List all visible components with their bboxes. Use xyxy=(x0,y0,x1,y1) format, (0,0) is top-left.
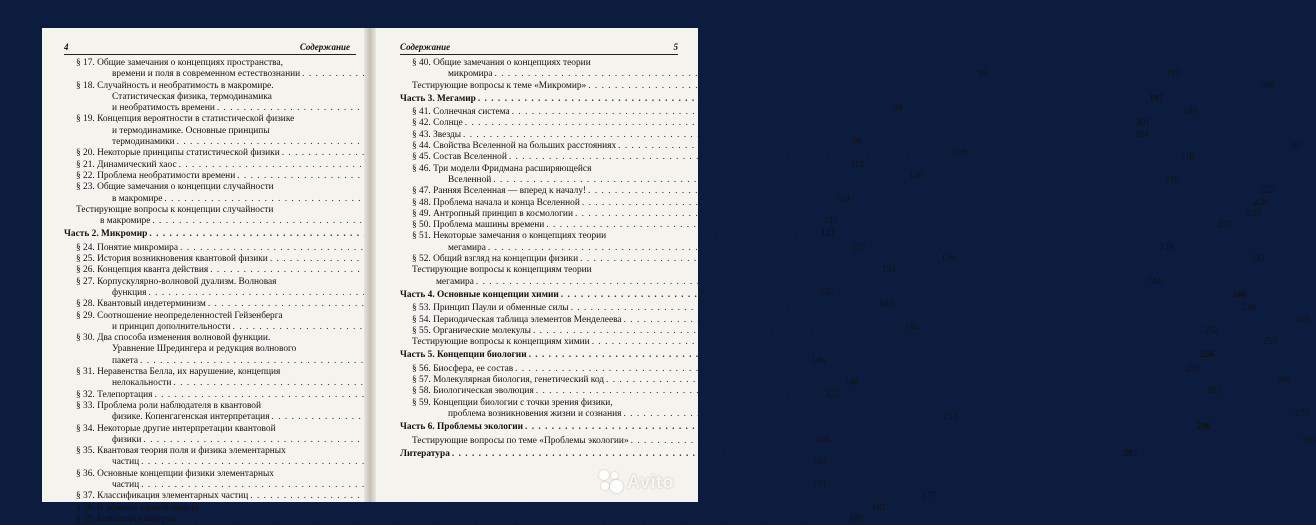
toc-page-number: 256 xyxy=(1186,363,1201,374)
toc-entry-line: § 17. Общие замечания о концепциях пространства, xyxy=(76,58,283,68)
toc-entry xyxy=(64,513,864,525)
toc-entry-title: мегамира xyxy=(448,242,486,253)
leader-dots xyxy=(621,409,1290,420)
toc-page-number: 237 xyxy=(1217,220,1232,231)
toc-test-questions xyxy=(400,337,1278,348)
toc-entry-title: нелокальности xyxy=(112,378,172,389)
toc-page-number: 222 xyxy=(1259,186,1274,197)
toc-entry-last-line xyxy=(76,513,864,525)
toc-entry-title: пакета xyxy=(112,355,139,366)
toc-entry-title: § 39. Концепция вакуума xyxy=(76,513,176,524)
leader-dots xyxy=(176,514,845,525)
toc-entry-title: частиц xyxy=(112,457,140,468)
toc-entry-last-line xyxy=(412,337,1278,348)
toc-entry-line: Тестирующие вопросы к концепциям теории xyxy=(412,265,592,276)
open-book xyxy=(42,28,1316,524)
leader-dots xyxy=(544,220,1213,231)
toc-entry-line: § 31. Неравенства Белла, их нарушение, концепция xyxy=(76,367,281,378)
leader-dots xyxy=(534,386,1203,397)
toc-entry-last-line xyxy=(412,186,1274,197)
page-number: 4 xyxy=(64,42,69,52)
toc-entry-title: Литература xyxy=(400,448,450,459)
toc-page-number: 134 xyxy=(881,265,896,276)
toc-entry-line: § 59. Концепции биологии с точки зрения физики, xyxy=(412,397,613,408)
toc-page-number: 246 xyxy=(1241,303,1256,314)
toc-entry-title: § 49. Антропный принцип в космологии xyxy=(412,208,573,219)
running-title: Содержание xyxy=(400,42,451,52)
toc-page-number: 265 xyxy=(1207,386,1222,397)
leader-dots xyxy=(199,503,868,514)
toc-page-number: 252 xyxy=(1204,325,1219,336)
toc-entry-last-line xyxy=(412,314,1309,326)
toc-entry-title: частиц xyxy=(112,479,140,490)
toc-entry-title: проблема возникновения жизни и сознания xyxy=(448,408,622,419)
toc-page-number: 177 xyxy=(921,491,936,502)
leader-dots xyxy=(486,243,1155,254)
leader-dots xyxy=(493,69,1162,80)
toc-entry-title: § 41. Солнечная система xyxy=(412,107,510,118)
toc-page-number: 216 xyxy=(1164,174,1179,185)
toc-entry-last-line xyxy=(412,276,1162,288)
toc-part-heading xyxy=(400,93,1164,105)
leader-dots xyxy=(523,422,1192,433)
toc-entry-title: Часть 5. Концепции биологии xyxy=(400,350,527,361)
toc-entry-line: § 27. Корпускулярно-волновой дуализм. Волновая xyxy=(76,276,277,287)
toc-entry-line: § 23. Общие замечания о концепции случайности xyxy=(76,182,274,193)
leader-dots xyxy=(569,303,1238,314)
toc-page-number: 210 xyxy=(1180,152,1195,163)
leader-dots xyxy=(513,364,1182,375)
leader-dots xyxy=(476,94,1145,105)
toc-entry xyxy=(400,363,1201,375)
toc-entry-line: § 34. Некоторые другие интерпретации квантовой xyxy=(76,423,276,434)
running-title: Содержание xyxy=(299,42,350,52)
toc-entry-title: § 38. В поисках единой теории xyxy=(76,502,199,513)
leader-dots xyxy=(578,254,1247,265)
toc-entry-title: Вселенной xyxy=(448,174,492,185)
toc-entry-title: Часть 2. Микромир xyxy=(64,229,148,240)
leader-dots xyxy=(604,375,1273,386)
leader-dots xyxy=(461,130,1130,141)
toc-page-number: 127 xyxy=(851,242,866,253)
toc-entry-line: § 46. Три модели Фридмана расширяющейся xyxy=(412,163,592,174)
toc-page-number: 181 xyxy=(872,502,887,513)
toc-page-number: 148 xyxy=(844,378,859,389)
toc-entry-title: § 54. Периодическая таблица элементов Менделеева xyxy=(412,314,622,325)
toc-part-heading xyxy=(400,422,1211,433)
toc-page-number: 100 xyxy=(953,148,968,159)
toc-page-number: 151 xyxy=(825,389,840,400)
toc-entry-last-line xyxy=(412,208,1261,220)
toc-entry-title: § 24. Понятие микромира xyxy=(76,242,178,253)
toc-page-number: 296 xyxy=(1196,422,1211,433)
toc-page-number: 228 xyxy=(1253,197,1268,208)
toc-entry-line: Уравнение Шредингера и редукция волнового xyxy=(112,344,297,355)
toc-entry-title: функция xyxy=(112,287,147,298)
toc-entry-line: Тестирующие вопросы к концепции случайности xyxy=(76,204,274,215)
toc-entry-last-line xyxy=(412,129,1149,141)
leader-dots xyxy=(629,436,1298,447)
toc-entry-last-line xyxy=(76,457,827,468)
toc-page-number: 196 xyxy=(1259,80,1274,91)
toc-entry-title: § 42. Солнце xyxy=(412,118,463,129)
toc-entry-line: Статистическая физика, термодинамика xyxy=(112,91,272,102)
toc-entry-last-line xyxy=(400,422,1211,433)
toc-page-number: 112 xyxy=(850,159,865,170)
toc-entry-title: Часть 4. Основные концепции химии xyxy=(400,289,559,300)
toc-page-number: 199 xyxy=(1183,107,1198,118)
watermark xyxy=(599,470,674,494)
toc-entry-title: § 52. Общий взгляд на концепции физики xyxy=(412,254,579,265)
toc-entry-title: термодинамики xyxy=(112,137,175,148)
toc-page-number: 250 xyxy=(1294,314,1309,325)
toc-page-number: 307 xyxy=(1123,448,1138,459)
toc-entry-title: § 56. Биосфера, ее состав xyxy=(412,363,514,374)
leader-dots xyxy=(616,141,1285,152)
toc-entry-title: § 45. Состав Вселенной xyxy=(412,152,507,163)
leader-dots xyxy=(491,175,1160,186)
toc-entry xyxy=(400,208,1261,220)
toc-entry-title: § 55. Органические молекулы xyxy=(412,325,531,336)
toc-page-number: 197 xyxy=(1149,93,1164,104)
toc-page-number: 241 xyxy=(1251,254,1266,265)
toc-entry-title: § 32. Телепортация xyxy=(76,389,153,400)
toc-page-number: 96 xyxy=(852,137,863,148)
toc-entry-title: § 47. Ранняя Вселенная — вперед к началу! xyxy=(412,186,587,197)
leader-dots xyxy=(590,337,1259,348)
leader-dots xyxy=(573,209,1242,220)
toc-entry-title: мегамира xyxy=(436,276,474,287)
toc-page-number: 120 xyxy=(908,170,923,181)
toc-page-number: 246 xyxy=(1232,289,1247,300)
leader-dots xyxy=(510,107,1179,118)
page-header xyxy=(64,42,356,54)
toc-page-number: 129 xyxy=(941,254,956,265)
toc-entry-line: § 18. Случайность и необратимость в макромире. xyxy=(76,80,274,91)
toc-entry-last-line xyxy=(412,363,1201,375)
toc-page-number: 171 xyxy=(812,479,827,490)
toc-entry-title: и принцип дополнительности xyxy=(112,321,231,332)
toc-entry-line: § 33. Проблема роли наблюдателя в квантовой xyxy=(76,400,262,411)
toc-entry-title: § 21. Динамический хаос xyxy=(76,159,177,170)
toc-entry-title: микромира xyxy=(448,69,493,80)
toc-entry-title: Часть 6. Проблемы экологии xyxy=(400,422,524,433)
toc-page-number: 142 xyxy=(904,321,919,332)
toc-entry-title: физике. Копенгагенская интерпретация xyxy=(112,412,270,423)
toc-entry xyxy=(400,118,1151,129)
toc-page-number: 305 xyxy=(1301,435,1316,446)
toc-page-number: 193 xyxy=(1165,69,1180,80)
toc-entry-line: и термодинамике. Основные принципы xyxy=(112,125,270,136)
toc-page-number: 239 xyxy=(1159,242,1174,253)
toc-entry-title: § 44. Свойства Вселенной на больших расстояниях xyxy=(412,141,617,152)
toc-page-number: 261 xyxy=(1277,375,1292,386)
leader-dots xyxy=(531,326,1200,337)
toc-page-number: 153 xyxy=(942,412,957,423)
toc-entry-title: Тестирующие вопросы по теме «Проблемы экологии» xyxy=(412,435,629,446)
page-number: 5 xyxy=(673,42,678,52)
toc-entry xyxy=(400,129,1149,141)
toc-entry-title: § 57. Молекулярная биология, генетический код xyxy=(412,375,605,386)
leader-dots xyxy=(463,118,1132,129)
toc-page-number: 137 xyxy=(819,287,834,298)
book-spine-gutter xyxy=(364,28,376,502)
toc-entry-title: § 48. Проблема начала и конца Вселенной xyxy=(412,197,580,208)
toc-entry-title: Тестирующие вопросы к теме «Микромир» xyxy=(412,80,587,91)
leader-dots xyxy=(559,287,1228,301)
toc-entry-title: в макромире xyxy=(112,193,163,204)
toc-page-number: 256 xyxy=(1199,350,1215,361)
page-header xyxy=(400,42,678,54)
toc-entry-title: § 58. Биологическая эволюция xyxy=(412,386,534,397)
toc-test-questions xyxy=(400,80,1274,92)
toc-page-number: 146 xyxy=(811,355,826,366)
toc-page-number: 277 xyxy=(1294,408,1309,419)
toc-entry-line: § 51. Некоторые замечания о концепциях теории xyxy=(412,231,607,242)
toc-entry xyxy=(64,491,936,502)
toc-page-number: 141 xyxy=(879,299,894,310)
leader-dots xyxy=(527,350,1196,361)
toc-entry-last-line xyxy=(412,80,1274,92)
toc-entry-title: § 25. История возникновения квантовой физики xyxy=(76,254,268,265)
leader-dots xyxy=(622,315,1291,326)
toc-entry-title: в макромире xyxy=(100,216,151,227)
avito-logo-icon xyxy=(599,470,623,494)
leader-dots xyxy=(507,152,1176,163)
toc-entry-title: Тестирующие вопросы к концепциям химии xyxy=(412,337,590,348)
toc-page-number: 233 xyxy=(1246,208,1261,219)
toc-entry xyxy=(400,314,1309,326)
leader-dots xyxy=(580,198,1249,209)
toc-entry-title: § 28. Квантовый индетерминизм xyxy=(76,299,206,310)
toc-page-number: 125 xyxy=(823,216,838,227)
toc-page-number: 158 xyxy=(814,434,829,445)
toc-page-number: 244 xyxy=(1147,276,1162,287)
toc-page-number: 94 xyxy=(892,103,903,114)
toc-entry-title: § 50. Проблема машины времени xyxy=(412,220,545,231)
toc-entry-title: Часть 3. Мегамир xyxy=(400,93,476,104)
toc-entry xyxy=(64,502,887,514)
toc-entry-title: § 53. Принцип Паули и обменные силы xyxy=(412,303,569,314)
toc-page-number: 207 xyxy=(1289,141,1304,152)
header-rule xyxy=(400,54,678,55)
toc-page-number: 201 xyxy=(1136,118,1151,129)
toc-entry-title: § 43. Звезды xyxy=(412,129,462,140)
toc-page-number: 255 xyxy=(1263,337,1278,348)
toc-page-number: 165 xyxy=(812,457,827,468)
leader-dots xyxy=(586,81,1255,92)
toc-entry-line: § 19. Концепция вероятности в статистической физике xyxy=(76,114,295,125)
toc-entry-last-line xyxy=(412,118,1151,129)
toc-page-number: 127 xyxy=(820,229,835,240)
toc-entry-title: § 20. Некоторые принципы статистической физики xyxy=(76,148,280,159)
toc-page-number: 185 xyxy=(848,513,864,524)
toc-part-heading xyxy=(400,448,1138,460)
toc-entry-last-line xyxy=(76,491,936,502)
toc-entry-line: § 36. Основные концепции физики элементарных xyxy=(76,468,274,479)
toc-entry-line: § 30. Два способа изменения волновой функции. xyxy=(76,333,271,344)
toc-entry-line: § 29. Соотношение неопределенностей Гейзенберга xyxy=(76,310,283,321)
leader-dots xyxy=(474,277,1143,288)
toc-page-number: 204 xyxy=(1134,129,1149,140)
toc-entry-title: § 37. Классификация элементарных частиц xyxy=(76,491,249,502)
toc-entry xyxy=(400,186,1274,197)
header-rule xyxy=(64,54,356,55)
toc-entry-line: § 35. Квантовая теория поля и физика элементарных xyxy=(76,446,286,457)
toc-entry-title: времени и поля в современном естествознании xyxy=(112,69,301,80)
leader-dots xyxy=(586,186,1255,197)
toc-entry-last-line xyxy=(400,448,1138,460)
toc-page-number: 124 xyxy=(835,193,850,204)
toc-entry-last-line xyxy=(400,93,1164,105)
toc-entry-last-line xyxy=(76,502,887,514)
toc-entry-title: и необратимость времени xyxy=(112,103,215,114)
toc-entry-title: § 22. Проблема необратимости времени xyxy=(76,170,236,181)
toc-page-number: 90 xyxy=(978,69,988,80)
leader-dots xyxy=(450,449,1119,460)
toc-entry-title: § 26. Концепция кванта действия xyxy=(76,265,209,276)
toc-entry-line: § 40. Общие замечания о концепциях теории xyxy=(412,58,591,68)
toc-entry-title: физики xyxy=(112,434,142,445)
watermark-text: Avito xyxy=(627,471,674,492)
